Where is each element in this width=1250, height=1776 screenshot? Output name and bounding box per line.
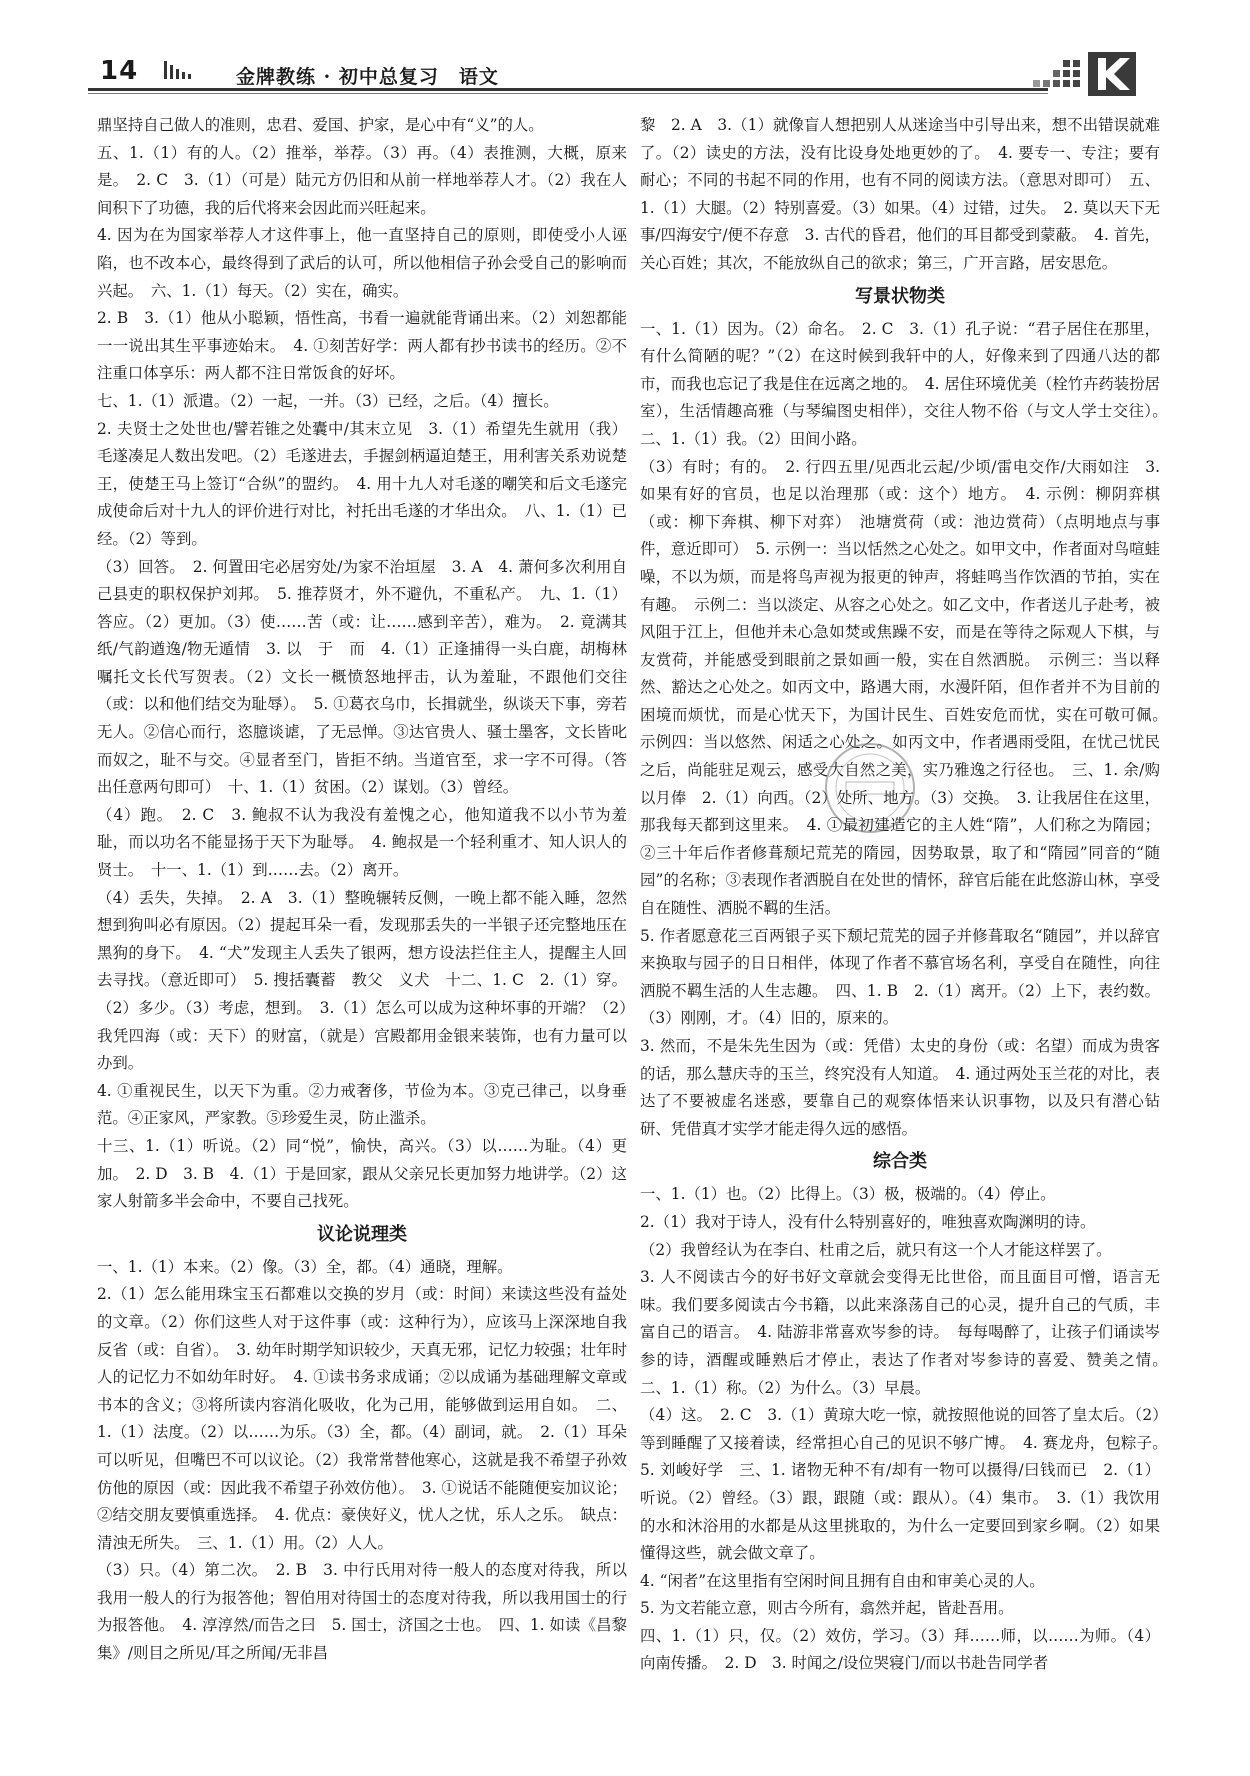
paragraph: 4. 因为在为国家举荐人才这件事上，他一直坚持自己的原则，即使受小人诬陷，也不改本心，最终得到了武后的认可，所以他相信子孙会受自己的影响而兴起。 六、1.（1）每天。（2）实在，确实。 bbox=[97, 226, 627, 300]
header-grid-decoration bbox=[1023, 58, 1087, 92]
paragraph: （3）回答。 2. 何置田宅必居穷处/为家不治垣屋 3. A 4. 萧何多次利用自己县吏的职权保护刘邦。 5. 推荐贤才，外不避仇，不重私产。 九、1.（1）答应。（2）更加。（3）使……苦（或：让……感到辛苦），难为。 2. 竟满其纸/气韵遒逸/物无遁情 3. 以 于 而 4.（1）正逢捕得一头白鹿，胡梅林嘱托文长代写贺表。（2）文长一概愤怒地抨击，认为羞耻，不跟他们交往（或：以和他们结交为耻辱）。 5. ①葛衣乌巾，长揖就坐，纵谈天下事，旁若无人。②信心而行，恣臆谈谑，了无忌惮。③达官贵人、骚士墨客，文长皆叱而奴之，耻不与交。④显者至门，皆拒不纳。当道官至，求一字不可得。（答出任意两句即可） 十、1.（1）贫困。（2）谋划。（3）曾经。 bbox=[97, 557, 627, 797]
section-title-comprehensive: 综合类 bbox=[873, 1151, 927, 1173]
page-number: 14 bbox=[100, 56, 139, 86]
paragraph: 2. 夫贤士之处世也/譬若锥之处囊中/其末立见 3.（1）希望先生就用（我）毛遂凑足人数出发吧。（2）毛遂进去，手握剑柄逼迫楚王，用利害关系劝说楚王，使楚王马上签订“合纵”的盟约。 4. 用十九人对毛遂的嘲笑和后文毛遂完成使命后对十九人的评价进行对比，衬托出毛遂的才华出众。 八、1.（1）已经。（2）等到。 bbox=[97, 419, 627, 548]
paragraph: 黎 2. A 3.（1）就像盲人想把别人从迷途当中引导出来，想不出错误就难了。（2）读史的方法，没有比设身处地更妙的了。 4. 要专一、专注；要有耐心；不同的书起不同的作用，也有不同的阅读方法。（意思对即可） 五、1.（1）大腿。（2）特别喜爱。（3）如果。（4）过错，过失。 2. 莫以天下无事/四海安宁/便不存意 3. 古代的昏君，他们的耳目都受到蒙蔽。 4. 首先，关心百姓；其次，不能放纵自己的欲求；第三，广开言路，居安思危。 bbox=[640, 116, 1160, 272]
paragraph: （3）有时；有的。 2. 行四五里/见西北云起/少顷/雷电交作/大雨如注 3. 如果有好的官员，也足以治理那（或：这个）地方。 4. 示例：柳阴弈棋（或：柳下奔棋、柳下对弈） 池塘赏荷（或：池边赏荷）（点明地点与事件，意近即可） 5. 示例一：当以恬然之心处之。如甲文中，作者面对鸟喧蛙噪，不以为烦，而是将鸟声视为报更的钟声，将蛙鸣当作饮酒的节拍，实在有趣。 示例二：当以淡定、从容之心处之。如乙文中，作者送儿子赴考，被风阻于江上，但他并未心急如焚或焦躁不安，而是在等待之际观人下棋，与友赏荷，并能感受到眼前之景如画一般，实在自然洒脱。 示例三：当以释然、豁达之心处之。如丙文中，路遇大雨，水漫阡陌，但作者并不为目前的困境而烦忧，而是心忧天下，为国计民生、百姓安危而忧，实在可敬可佩。 示例四：当以悠然、闲适之心处之。如丙文中，作者遇雨受阻，在忧己忧民之后，尚能驻足观云，感受大自然之美，实乃雅逸之行径也。 三、1. 余/购以月俸 2.（1）向西。（2）处所、地方。（3）交换。 3. 让我居住在这里，那我每天都到这里来。 4. ①最初建造它的主人姓“隋”，人们称之为隋园；②三十年后作者修葺颓圮荒芜的隋园，因势取景，取了和“隋园”同音的“随园”的名称；③表现作者洒脱自在处世的情怀，辞官后能在此悠游山林，享受自在随性、洒脱不羁的生活。 bbox=[640, 457, 1176, 918]
left-column bbox=[97, 112, 627, 1668]
paragraph: 一、1.（1）因为。（2）命名。 2. C 3.（1）孔子说：“君子居住在那里，有什么简陋的呢？”（2）在这时候到我轩中的人，好像来到了四通八达的都市，而我也忘记了我是住在远离之地的。 4. 居住环境优美（栓竹卉药装扮居室），生活情趣高雅（与琴编图史相伴），交往人物不俗（与文人学士交往）。 二、1.（1）我。（2）田间小路。 bbox=[640, 319, 1176, 448]
paragraph: 一、1.（1）本来。（2）像。（3）全，都。（4）通晓，理解。 bbox=[97, 1257, 513, 1276]
section-title-argument: 议论说理类 bbox=[317, 1223, 407, 1245]
page-number-bars bbox=[164, 60, 194, 79]
paragraph: 3. 然而，不是朱先生因为（或：凭借）太史的身份（或：名望）而成为贵客的话，那么慧庆寺的玉兰，终究没有人知道。 4. 通过两处玉兰花的对比，表达了不要被虚名迷惑，要靠自己的观察体悟来认识事物，以及只有潜心钻研、凭借真才实学才能走得久远的感悟。 bbox=[640, 1037, 1160, 1138]
paragraph: 一、1.（1）也。（2）比得上。（3）极，极端的。（4）停止。 bbox=[640, 1185, 1056, 1204]
brand-k-logo bbox=[1088, 52, 1136, 96]
paragraph: 鼎坚持自己做人的准则，忠君、爱国、护家，是心中有“义”的人。 bbox=[97, 116, 544, 134]
section-title-scene: 写景状物类 bbox=[855, 285, 945, 307]
paragraph: 四、1.（1）只，仅。（2）效仿，学习。（3）拜……师，以……为师。（4）向南传播。 2. D 3. 时闻之/设位哭寝门/而以书赴告同学者 bbox=[640, 1626, 1160, 1673]
paragraph: （2）我曾经认为在李白、杜甫之后，就只有这一个人才能这样罢了。 bbox=[640, 1240, 1112, 1259]
paragraph: （4）丢失，失掉。 2. A 3.（1）整晚辗转反侧，一晚上都不能入睡，忽然想到狗叫必有原因。（2）提起耳朵一看，发现那丢失的一半银子还完整地压在黑狗的身下。 4. “犬”发现主人丢失了银两，想方设法拦住主人，提醒主人回去寻找。（意近即可） 5. 搜括囊蓄 教父 义犬 十二、1. C 2.（1）穿。（2）多少。（3）考虑，想到。 3.（1）怎么可以成为这种坏事的开端？（2）我凭四海（或：天下）的财富，（就是）宫殿都用金银来装饰，也有力量可以办到。 bbox=[97, 888, 627, 1073]
right-column bbox=[640, 112, 1176, 1678]
paragraph: 5. 为文若能立意，则古今所有，翕然并起，皆赴吾用。 bbox=[640, 1599, 1014, 1618]
book-title: 金牌教练 · 初中总复习 语文 bbox=[236, 66, 499, 88]
paragraph: 七、1.（1）派遣。（2）一起，一并。（3）已经，之后。（4）擅长。 bbox=[97, 391, 559, 410]
paragraph: 十三、1.（1）听说。（2）同“悦”，愉快，高兴。（3）以……为耻。（4）更加。 2. D 3. B 4.（1）于是回家，跟从父亲兄长更加努力地讲学。（2）这家人射箭多半会命中，不要自己找死。 bbox=[97, 1136, 627, 1211]
paragraph: 2.（1）我对于诗人，没有什么特别喜好的，唯独喜欢陶渊明的诗。 bbox=[640, 1212, 1096, 1231]
header-rule bbox=[88, 88, 1048, 91]
paragraph: （4）这。 2. C 3.（1）黄琼大吃一惊，就按照他说的回答了皇太后。（2）等到睡醒了又接着读，经常担心自己的见识不够广博。 4. 赛龙舟，包粽子。 5. 刘峻好学 三、1. 诸物无种不有/却有一物可以摄得/曰钱而已 2.（1）听说。（2）曾经。（3）跟，跟随（或：跟从）。（4）集市。 3.（1）我饮用的水和沐浴用的水都是从这里挑取的，为什么一定要回到家乡啊。（2）如果懂得这些，就会做文章了。 bbox=[640, 1406, 1176, 1563]
paragraph: （3）只。（4）第二次。 2. B 3. 中行氏用对待一般人的态度对待我，所以我用一般人的行为报答他；智伯用对待国士的态度对待我，所以我用国士的行为报答他。 4. 淳淳然/而告之曰 5. 国士，济国之士也。 四、1. 如读《昌黎集》/则目之所见/耳之所闻/无非昌 bbox=[97, 1561, 627, 1663]
paragraph: 五、1.（1）有的人。（2）推举，举荐。（3）再。（4）表推测，大概，原来是。 2. C 3.（1）（可是）陆元方仍旧和从前一样地举荐人才。（2）我在人间积下了功德，我的后代将来会因此而兴旺起来。 bbox=[97, 143, 627, 217]
paragraph: 5. 作者愿意花三百两银子买下颓圮荒芜的园子并修葺取名“随园”，并以辞官来换取与园子的日日相伴，体现了作者不慕官场名利，享受自在随性，向往洒脱不羁生活的人生志趣。 四、1. B 2.（1）离开。（2）上下，表约数。（3）刚刚，才。（4）旧的，原来的。 bbox=[640, 926, 1160, 1028]
paragraph: （4）跑。 2. C 3. 鲍叔不认为我没有羞愧之心，他知道我不以小节为羞耻，而以功名不能显扬于天下为耻辱。 4. 鲍叔是一个轻利重才、知人识人的贤士。 十一、1.（1）到……去。（2）离开。 bbox=[97, 805, 627, 880]
header-rule-thin bbox=[88, 93, 1048, 94]
seal-stamp-watermark bbox=[820, 738, 920, 838]
page-header bbox=[88, 56, 1160, 96]
paragraph: 4. ①重视民生，以天下为重。②力戒奢侈，节俭为本。③克己律己，以身垂范。④正家风，严家教。⑤珍爱生灵，防止滥杀。 bbox=[97, 1081, 627, 1128]
paragraph: 2. B 3.（1）他从小聪颖，悟性高，书看一遍就能背诵出来。（2）刘恕都能一一说出其生平事迹始末。 4. ①刻苦好学：两人都有抄书读书的经历。②不注重口体享乐：两人都不注日常饭食的好坏。 bbox=[97, 309, 627, 383]
paragraph: 3. 人不阅读古今的好书好文章就会变得无比世俗，而且面目可憎，语言无味。我们要多阅读古今书籍，以此来涤荡自己的心灵，提升自己的气质，丰富自己的语言。 4. 陆游非常喜欢岑参的诗。 每每喝醉了，让孩子们诵读岑参的诗，酒醒或睡熟后才停止，表达了作者对岑参诗的喜爱、赞美之情。 二、1.（1）称。（2）为什么。（3）早晨。 bbox=[640, 1268, 1176, 1397]
paragraph: 4. “闲者”在这里指有空闲时间且拥有自由和审美心灵的人。 bbox=[640, 1571, 1045, 1590]
paragraph: 2.（1）怎么能用珠宝玉石都难以交换的岁月（或：时间）来读这些没有益处的文章。（2）你们这些人对于这件事（或：这种行为），应该马上深深地自我反省（或：自省）。 3. 幼年时期学知识较少，天真无邪，记忆力较强；壮年时人的记忆力不如幼年时好。 4. ①读书务求成诵；②以成诵为基础理解文章或书本的含义；③将所读内容消化吸收，化为己用，能够做到运用自如。 二、1.（1）法度。（2）以……为乐。（3）全，都。（4）副词，就。 2.（1）耳朵可以听见，但嘴巴不可以议论。（2）我常常替他寒心，这就是我不希望子孙效仿他的原因（或：因此我不希望子孙效仿他）。 3. ①说话不能随便妄加议论；②结交朋友要慎重选择。 4. 优点：豪侠好义，忧人之忧，乐人之乐。 缺点：清浊无所失。 三、1.（1）用。（2）人人。 bbox=[97, 1285, 627, 1552]
